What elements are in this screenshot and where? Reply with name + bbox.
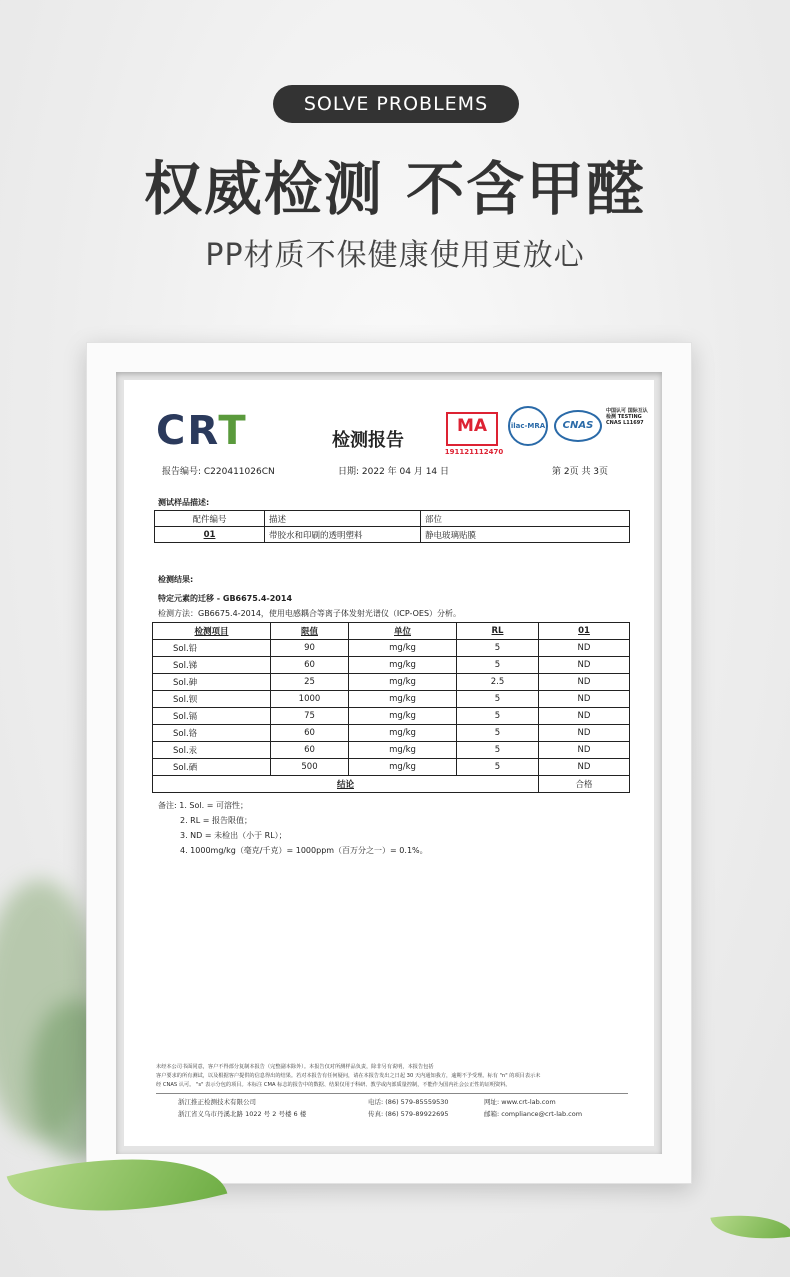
test-report-document	[124, 380, 654, 1146]
table-cell: Sol.砷	[153, 674, 271, 691]
table-row	[153, 742, 630, 759]
table-header-cell: 单位	[349, 623, 457, 640]
report-title: 检测报告	[332, 430, 404, 451]
page-number: 第 2页 共 3页	[552, 467, 609, 477]
sample-table	[154, 510, 630, 543]
note-item: 4. 1000mg/kg（毫克/千克）= 1000ppm（百万分之一）= 0.1%。	[180, 846, 428, 855]
table-header-cell: 01	[539, 623, 630, 640]
table-header-cell: 检测项目	[153, 623, 271, 640]
table-cell: 5	[457, 759, 539, 776]
cma-seal-icon	[444, 412, 504, 456]
fax: 传真: (86) 579-89922695	[368, 1110, 449, 1118]
disclaimer	[156, 1063, 628, 1090]
table-row	[155, 527, 630, 543]
solve-problems-badge: SOLVE PROBLEMS	[273, 85, 519, 123]
table-cell: Sol.钡	[153, 691, 271, 708]
table-cell: mg/kg	[349, 708, 457, 725]
table-cell: 60	[271, 657, 349, 674]
cma-label: MA	[456, 416, 488, 436]
table-cell: Sol.铅	[153, 640, 271, 657]
table-row	[153, 691, 630, 708]
table-cell: mg/kg	[349, 657, 457, 674]
table-cell: 1000	[271, 691, 349, 708]
cnas-seal-icon: CNAS	[554, 410, 602, 442]
footer-web	[484, 1096, 582, 1120]
headline: 权威检测 不含甲醛	[143, 155, 647, 223]
table-cell: 5	[457, 657, 539, 674]
table-cell: mg/kg	[349, 674, 457, 691]
table-cell: mg/kg	[349, 742, 457, 759]
table-cell: 5	[457, 640, 539, 657]
footer-divider	[156, 1093, 628, 1094]
table-cell: 5	[457, 708, 539, 725]
table-cell: ND	[539, 640, 630, 657]
table-row	[155, 511, 630, 527]
table-cell: ND	[539, 725, 630, 742]
table-cell: 500	[271, 759, 349, 776]
note-item: 3. ND = 未检出（小于 RL）；	[180, 831, 287, 840]
phone: 电话: (86) 579-85559530	[368, 1098, 449, 1106]
note-item: 备注: 1. Sol. = 可溶性；	[158, 801, 248, 810]
report-number: 报告编号: C220411026CN	[162, 467, 275, 477]
table-cell: 75	[271, 708, 349, 725]
table-cell: ND	[539, 742, 630, 759]
table-cell: Sol.汞	[153, 742, 271, 759]
table-row	[153, 776, 630, 793]
cma-number: 191121112470	[444, 448, 504, 456]
cnas-accreditation-text: 中国认可 国际互认 检测 TESTING CNAS L11697	[606, 408, 648, 426]
subline: PP材质不保健康使用更放心	[205, 238, 585, 273]
table-cell: 静电玻璃贴膜	[421, 527, 630, 543]
table-header-cell: RL	[457, 623, 539, 640]
conclusion-label: 结论	[153, 776, 539, 793]
migration-heading: 特定元素的迁移 - GB6675.4-2014	[158, 594, 293, 603]
table-cell: 5	[457, 691, 539, 708]
table-cell: ND	[539, 657, 630, 674]
logo-flask-letter: T	[218, 408, 248, 454]
table-cell: 60	[271, 725, 349, 742]
table-cell: mg/kg	[349, 691, 457, 708]
table-row	[153, 708, 630, 725]
table-cell: Sol.硒	[153, 759, 271, 776]
crt-logo	[156, 408, 248, 454]
ilac-mra-seal-icon: ilac-MRA	[508, 406, 548, 446]
table-row	[153, 623, 630, 640]
table-cell: 5	[457, 725, 539, 742]
table-cell: Sol.镉	[153, 708, 271, 725]
table-cell: 01	[155, 527, 265, 543]
table-row	[153, 725, 630, 742]
sample-heading: 测试样品描述:	[158, 498, 210, 507]
report-date: 日期: 2022 年 04 月 14 日	[338, 467, 450, 477]
table-row	[153, 759, 630, 776]
table-cell: mg/kg	[349, 640, 457, 657]
table-cell: Sol.锑	[153, 657, 271, 674]
email: 邮箱: compliance@crt-lab.com	[484, 1110, 583, 1118]
table-header-cell: 描述	[265, 511, 421, 527]
table-cell: 5	[457, 742, 539, 759]
table-cell: mg/kg	[349, 725, 457, 742]
table-cell: ND	[539, 708, 630, 725]
table-cell: 90	[271, 640, 349, 657]
table-cell: ND	[539, 759, 630, 776]
disclaimer-line: 客户要求的所有测试，以及根据客户提供的信息得出的结果。若对本报告有任何疑问，请在本报告发出之日起 30 天内通知我方，逾期不予受理。标有 "n" 的项目表示未	[156, 1073, 541, 1079]
result-heading: 检测结果:	[158, 575, 194, 584]
table-row	[153, 674, 630, 691]
conclusion-value: 合格	[539, 776, 630, 793]
table-cell: 2.5	[457, 674, 539, 691]
table-cell: 25	[271, 674, 349, 691]
table-cell: mg/kg	[349, 759, 457, 776]
notes	[158, 798, 428, 858]
test-method: 检测方法：GB6675.4-2014，使用电感耦合等离子体发射光谱仪（ICP-OES）分析。	[158, 609, 462, 618]
table-cell: ND	[539, 691, 630, 708]
disclaimer-line: 经 CNAS 认可。 "s" 表示分包的项目。本标注 CMA 标志的报告中的数据、结果仅用于科研、教学或内部质量控制，不能作为国内社会公正性的证明资料。	[156, 1082, 511, 1088]
company-address: 浙江省义乌市丹溪北路 1022 号 2 号楼 6 楼	[178, 1110, 307, 1118]
website: 网址: www.crt-lab.com	[484, 1098, 556, 1106]
table-cell: ND	[539, 674, 630, 691]
footer-company	[178, 1096, 306, 1120]
table-row	[153, 657, 630, 674]
footer-contact	[368, 1096, 449, 1120]
result-table	[152, 622, 630, 793]
logo-letters: CR	[156, 408, 219, 454]
company-name: 浙江推正检测技术有限公司	[178, 1098, 256, 1106]
table-header-cell: 限值	[271, 623, 349, 640]
note-item: 2. RL = 报告限值；	[180, 816, 252, 825]
table-header-cell: 部位	[421, 511, 630, 527]
table-cell: Sol.铬	[153, 725, 271, 742]
table-row	[153, 640, 630, 657]
disclaimer-line: 未经本公司书面同意，客户不得部分复制本报告（完整副本除外）。本报告仅对所测样品负责，除非另有说明，本报告包括	[156, 1064, 434, 1070]
table-header-cell: 配件编号	[155, 511, 265, 527]
table-cell: 带胶水和印刷的透明塑料	[265, 527, 421, 543]
table-cell: 60	[271, 742, 349, 759]
